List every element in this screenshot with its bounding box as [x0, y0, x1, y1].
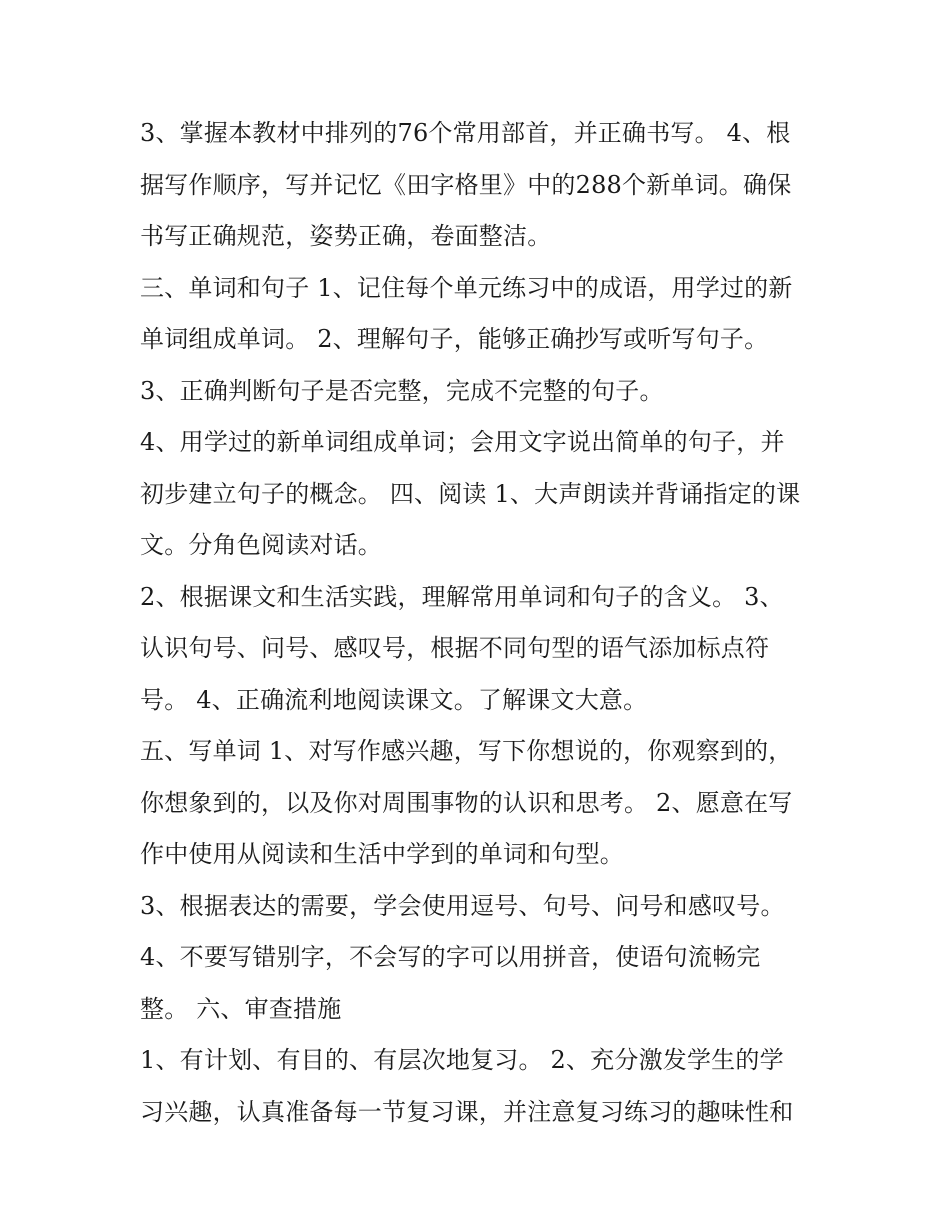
text-line: 2、根据课文和生活实践，理解常用单词和句子的含义。 3、: [140, 582, 784, 611]
text-line: 认识句号、问号、感叹号，根据不同句型的语气添加标点符: [140, 634, 770, 662]
text-line: 号。 4、正确流利地阅读课文。了解课文大意。: [140, 685, 648, 714]
text-line: 3、根据表达的需要，学会使用逗号、句号、问号和感叹号。: [140, 891, 785, 920]
text-line: 单词组成单词。 2、理解句子，能够正确抄写或听写句子。: [140, 325, 769, 353]
text-line: 作中使用从阅读和生活中学到的单词和句型。: [140, 840, 624, 868]
text-line: 3、掌握本教材中排列的76个常用部首，并正确书写。 4、根: [140, 119, 791, 147]
text-line: 据写作顺序，写并记忆《田字格里》中的288个新单词。确保: [140, 170, 792, 199]
text-line: 初步建立句子的概念。 四、阅读 1、大声朗读并背诵指定的课: [140, 479, 801, 508]
text-line: 文。分角色阅读对话。: [140, 531, 382, 559]
text-line: 习兴趣，认真准备每一节复习课，并注意复习练习的趣味性和: [140, 1097, 794, 1126]
text-line: 整。 六、审查措施: [140, 994, 342, 1023]
text-line: 五、写单词 1、对写作感兴趣，写下你想说的，你观察到的，: [140, 737, 793, 765]
text-line: 1、有计划、有目的、有层次地复习。 2、充分激发学生的学: [140, 1046, 784, 1074]
text-line: 书写正确规范，姿势正确，卷面整洁。: [140, 222, 552, 250]
text-line: 三、单词和句子 1、记住每个单元练习中的成语，用学过的新: [140, 273, 793, 302]
text-line: 你想象到的，以及你对周围事物的认识和思考。 2、愿意在写: [140, 788, 793, 817]
text-line: 3、正确判断句子是否完整，完成不完整的句子。: [140, 376, 664, 405]
document-body: [140, 108, 820, 1138]
text-line: 4、不要写错别字，不会写的字可以用拼音，使语句流畅完: [140, 943, 761, 971]
text-line: 4、用学过的新单词组成单词；会用文字说出简单的句子，并: [140, 428, 785, 456]
